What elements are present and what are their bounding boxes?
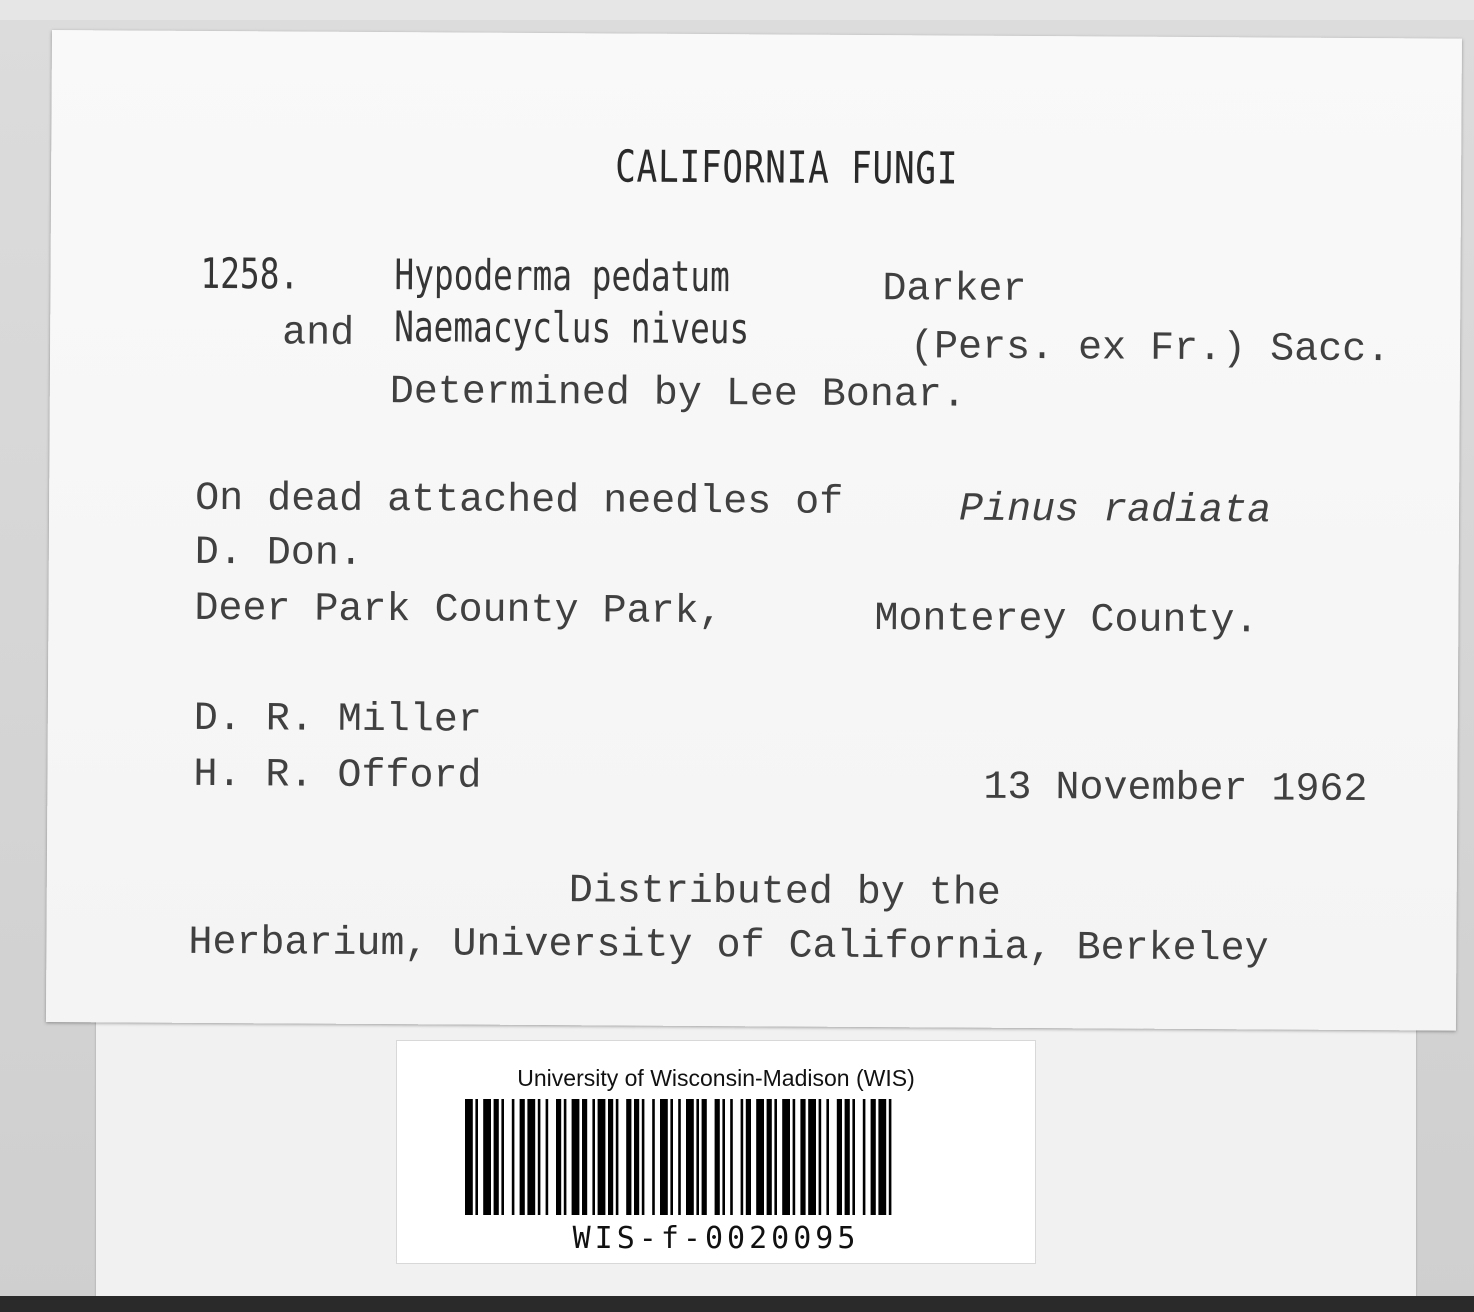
conjunction-and: and [282, 311, 355, 357]
barcode-bar [634, 1099, 639, 1215]
barcode-bar [652, 1099, 655, 1215]
barcode-bar [756, 1099, 764, 1215]
barcode-bar [782, 1099, 790, 1215]
catalog-number: WIS-f-0020095 [572, 1221, 860, 1256]
barcode-bar [774, 1099, 777, 1215]
barcode-bar [696, 1099, 699, 1215]
barcode-bar [564, 1099, 567, 1215]
barcode-bar [702, 1099, 707, 1215]
substrate-text: On dead attached needles of [194, 476, 844, 526]
barcode-bar [572, 1099, 580, 1215]
barcode-bar [800, 1099, 805, 1215]
determiner-line: Determined by Lee Bonar. [389, 370, 967, 419]
barcode-bar [741, 1099, 744, 1215]
barcode-bar [527, 1099, 535, 1215]
collection-date: 13 November 1962 [983, 765, 1368, 814]
barcode-bar [660, 1099, 668, 1215]
barcode-bar [878, 1099, 886, 1215]
barcode-bar [730, 1099, 733, 1215]
barcode-bar [501, 1099, 504, 1215]
collector-2: H. R. Offord [193, 752, 482, 800]
barcode-bar [678, 1099, 681, 1215]
barcode-label [396, 1040, 1036, 1264]
species-name-2: Naemacyclus niveus [394, 302, 750, 354]
species-authority-1: Darker [882, 267, 1027, 313]
specimen-label [46, 30, 1462, 1031]
barcode-bar [483, 1099, 491, 1215]
barcode-bar [616, 1099, 619, 1215]
barcode-bar [826, 1099, 829, 1215]
barcode-bar [808, 1099, 816, 1215]
barcode-bar [546, 1099, 549, 1215]
exsiccata-number: 1258. [200, 248, 300, 299]
barcode-bar [793, 1099, 796, 1215]
barcode-bar [845, 1099, 850, 1215]
barcode-bar [475, 1099, 478, 1215]
barcode-bar [626, 1099, 631, 1215]
barcode-bar [819, 1099, 822, 1215]
distributed-by-line: Distributed by the [568, 869, 1001, 917]
barcode-icon [465, 1099, 973, 1215]
sheet-top-edge [0, 0, 1474, 20]
barcode-bar [871, 1099, 876, 1215]
host-name: Pinus radiata [958, 487, 1272, 535]
institution-name: University of Wisconsin-Madison (WIS) [517, 1065, 915, 1091]
label-title: CALIFORNIA FUNGI [615, 141, 959, 195]
barcode-bar [642, 1099, 645, 1215]
barcode-bar [863, 1099, 866, 1215]
barcode-bar [670, 1099, 673, 1215]
barcode-bar [520, 1099, 525, 1215]
barcode-bar [598, 1099, 606, 1215]
barcode-bar [746, 1099, 751, 1215]
barcode-bar [889, 1099, 892, 1215]
barcode-bar [592, 1099, 595, 1215]
barcode-bar [582, 1099, 587, 1215]
sheet-bottom-edge [0, 1296, 1474, 1312]
locality-park: Deer Park County Park, [194, 586, 723, 636]
barcode-bar [852, 1099, 855, 1215]
species-name-1: Hypoderma pedatum [394, 250, 730, 302]
barcode-bar [465, 1099, 473, 1215]
collector-1: D. R. Miller [193, 696, 482, 744]
barcode-bar [538, 1099, 541, 1215]
species-authority-2: (Pers. ex Fr.) Sacc. [909, 325, 1391, 374]
barcode-bar [715, 1099, 720, 1215]
barcode-bar [512, 1099, 515, 1215]
barcode-bar [556, 1099, 561, 1215]
barcode-bar [722, 1099, 725, 1215]
locality-county: Monterey County. [874, 597, 1259, 645]
barcode-bar [837, 1099, 842, 1215]
barcode-bar [686, 1099, 694, 1215]
distributor-institution: Herbarium, University of California, Berkeley [188, 920, 1269, 973]
barcode-bar [494, 1099, 499, 1215]
barcode-bar [767, 1099, 772, 1215]
barcode-bar [608, 1099, 613, 1215]
host-authority: D. Don. [194, 530, 363, 577]
